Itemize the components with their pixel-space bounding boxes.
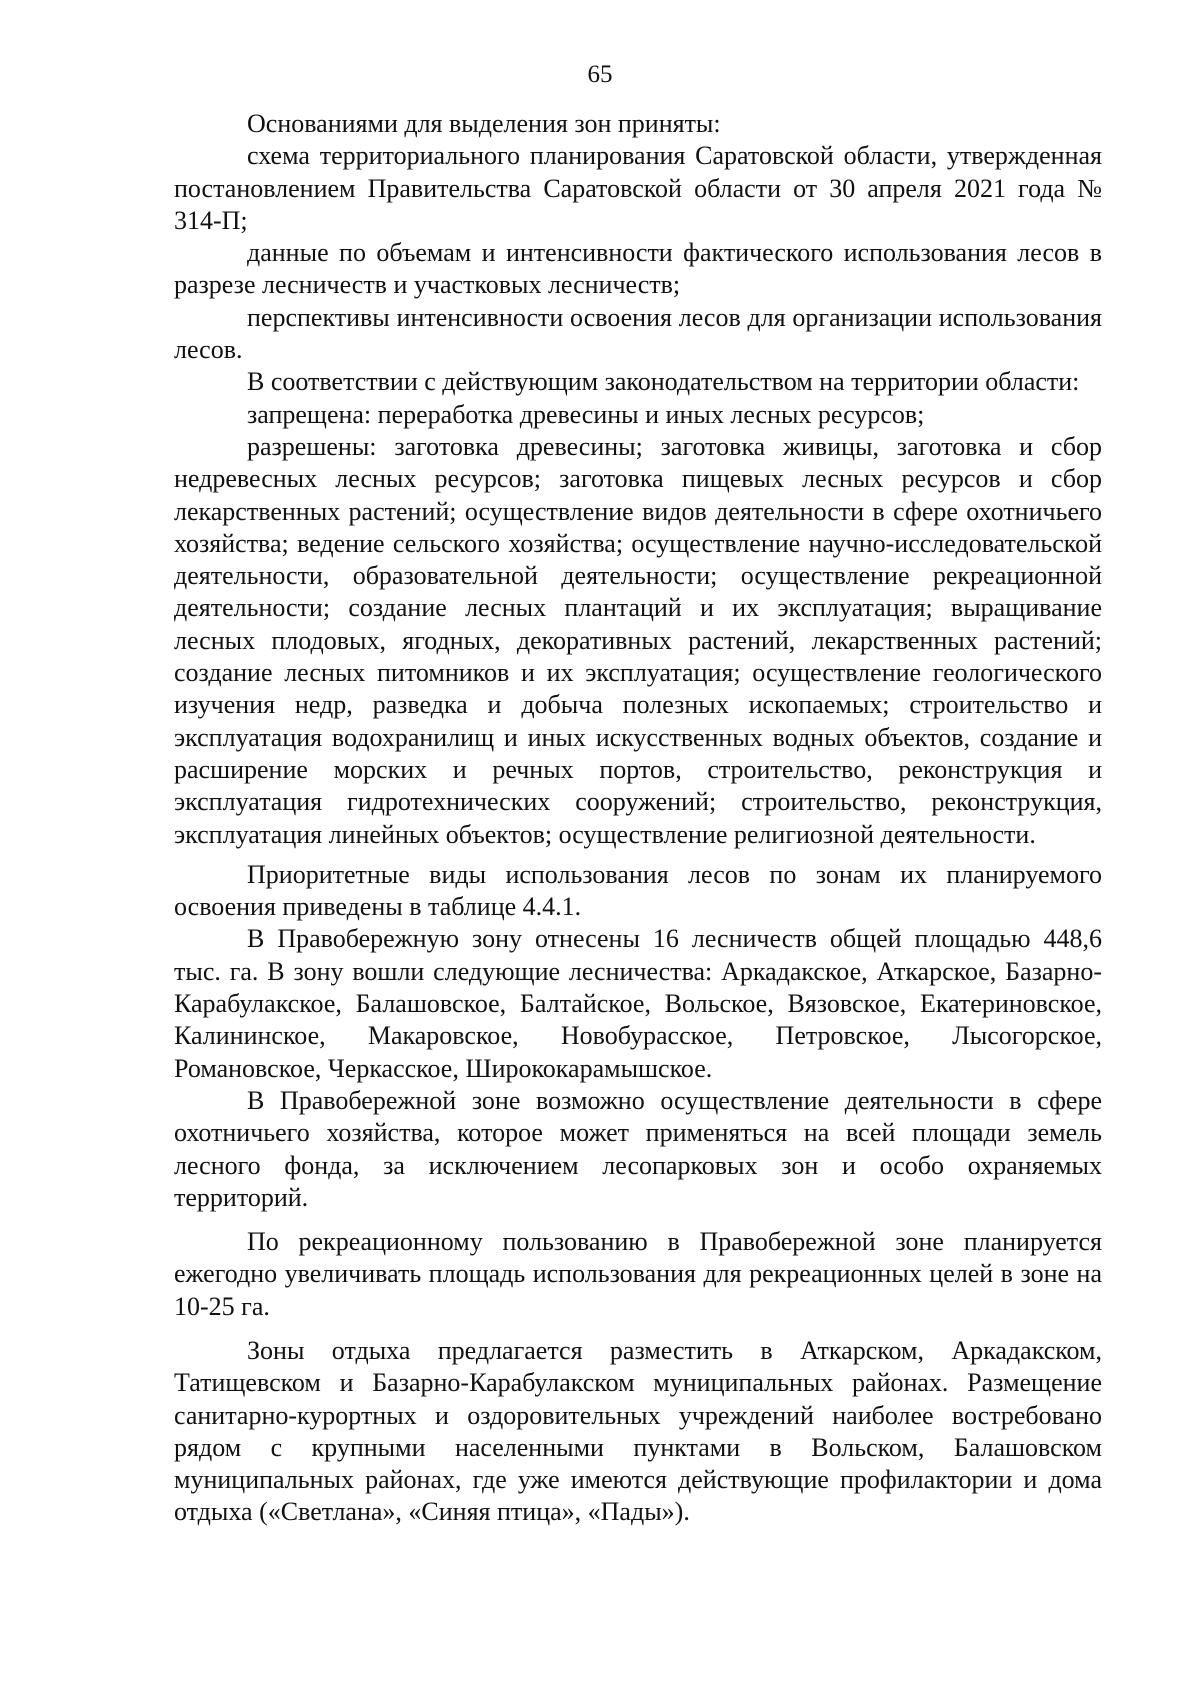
page-number: 65 xyxy=(587,61,613,88)
paragraph-recreation: По рекреационному пользованию в Правобережной зоне планируется ежегодно увеличивать площадь использования для рекреационных целей в зоне на 10-25 га. xyxy=(174,1227,1102,1321)
paragraph-priority-types: Приоритетные виды использования лесов по зонам их планируемого освоения приведены в таблице 4.4.1. xyxy=(174,859,1102,922)
paragraph-prohibited: запрещена: переработка древесины и иных лесных ресурсов; xyxy=(247,399,925,429)
paragraph-usage-data: данные по объемам и интенсивности фактического использования лесов в разрезе лесничеств и участковых лесничеств; xyxy=(174,238,1102,300)
document-body xyxy=(174,108,1102,1529)
paragraph-rest-zones: Зоны отдыха предлагается разместить в Аткарском, Аркадакском, Татищевском и Базарно-Карабулакском муниципальных районах. Размещение санитарно-курортных и оздоровительных учреждений наиболее востребовано рядом с крупными населенными пунктами в Вольском, Балашовском муниципальных районах, где уже имеются действующие профилактории и дома отдыха («Светлана», «Синяя птица», «Пады»). xyxy=(174,1335,1102,1527)
paragraph-prospects: перспективы интенсивности освоения лесов для организации использования лесов. xyxy=(174,302,1102,365)
paragraph-legislation: В соответствии с действующим законодательством на территории области: xyxy=(247,367,1080,397)
paragraph-permitted: разрешены: заготовка древесины; заготовка живицы, заготовка и сбор недревесных лесных ресурсов; заготовка пищевых лесных ресурсов и сбор лекарственных растений; осуществление видов деятельности в сфере охотничьего хозяйства; ведение сельского хозяйства; осуществление научно-исследовательской деятельности, образовательной деятельности; осуществление рекреационной деятельности; создание лесных плантаций и их эксплуатация; выращивание лесных плодовых, ягодных, декоративных растений, лекарственных растений; создание лесных питомников и их эксплуатация; осуществление геологического изучения недр, разведка и добыча полезных ископаемых; строительство и эксплуатация водохранилищ и иных искусственных водных объектов, создание и расширение морских и речных портов, строительство, реконструкция и эксплуатация гидротехнических сооружений; строительство, реконструкция, эксплуатация линейных объектов; осуществление религиозной деятельности. xyxy=(174,431,1102,849)
paragraph-territorial-scheme: схема территориального планирования Саратовской области, утвержденная постановлением Правительства Саратовской области от 30 апреля 2021 года № 314-П; xyxy=(174,141,1102,235)
paragraph-right-bank-zone: В Правобережную зону отнесены 16 лесничеств общей площадью 448,6 тыс. га. В зону вошли следующие лесничества: Аркадакское, Аткарское, Базарно-Карабулакское, Балашовское, Балтайское, Вольское, Вязовское, Екатериновское, Калининское, Макаровское, Новобурасское, Петровское, Лысогорское, Романовское, Черкасское, Ширококарамышское. xyxy=(174,924,1102,1083)
paragraph-hunting: В Правобережной зоне возможно осуществление деятельности в сфере охотничьего хозяйства, которое может применяться на всей площади земель лесного фонда, за исключением лесопарковых зон и особо охраняемых территорий. xyxy=(174,1085,1102,1212)
paragraph-grounds-intro: Основаниями для выделения зон приняты: xyxy=(247,109,721,138)
